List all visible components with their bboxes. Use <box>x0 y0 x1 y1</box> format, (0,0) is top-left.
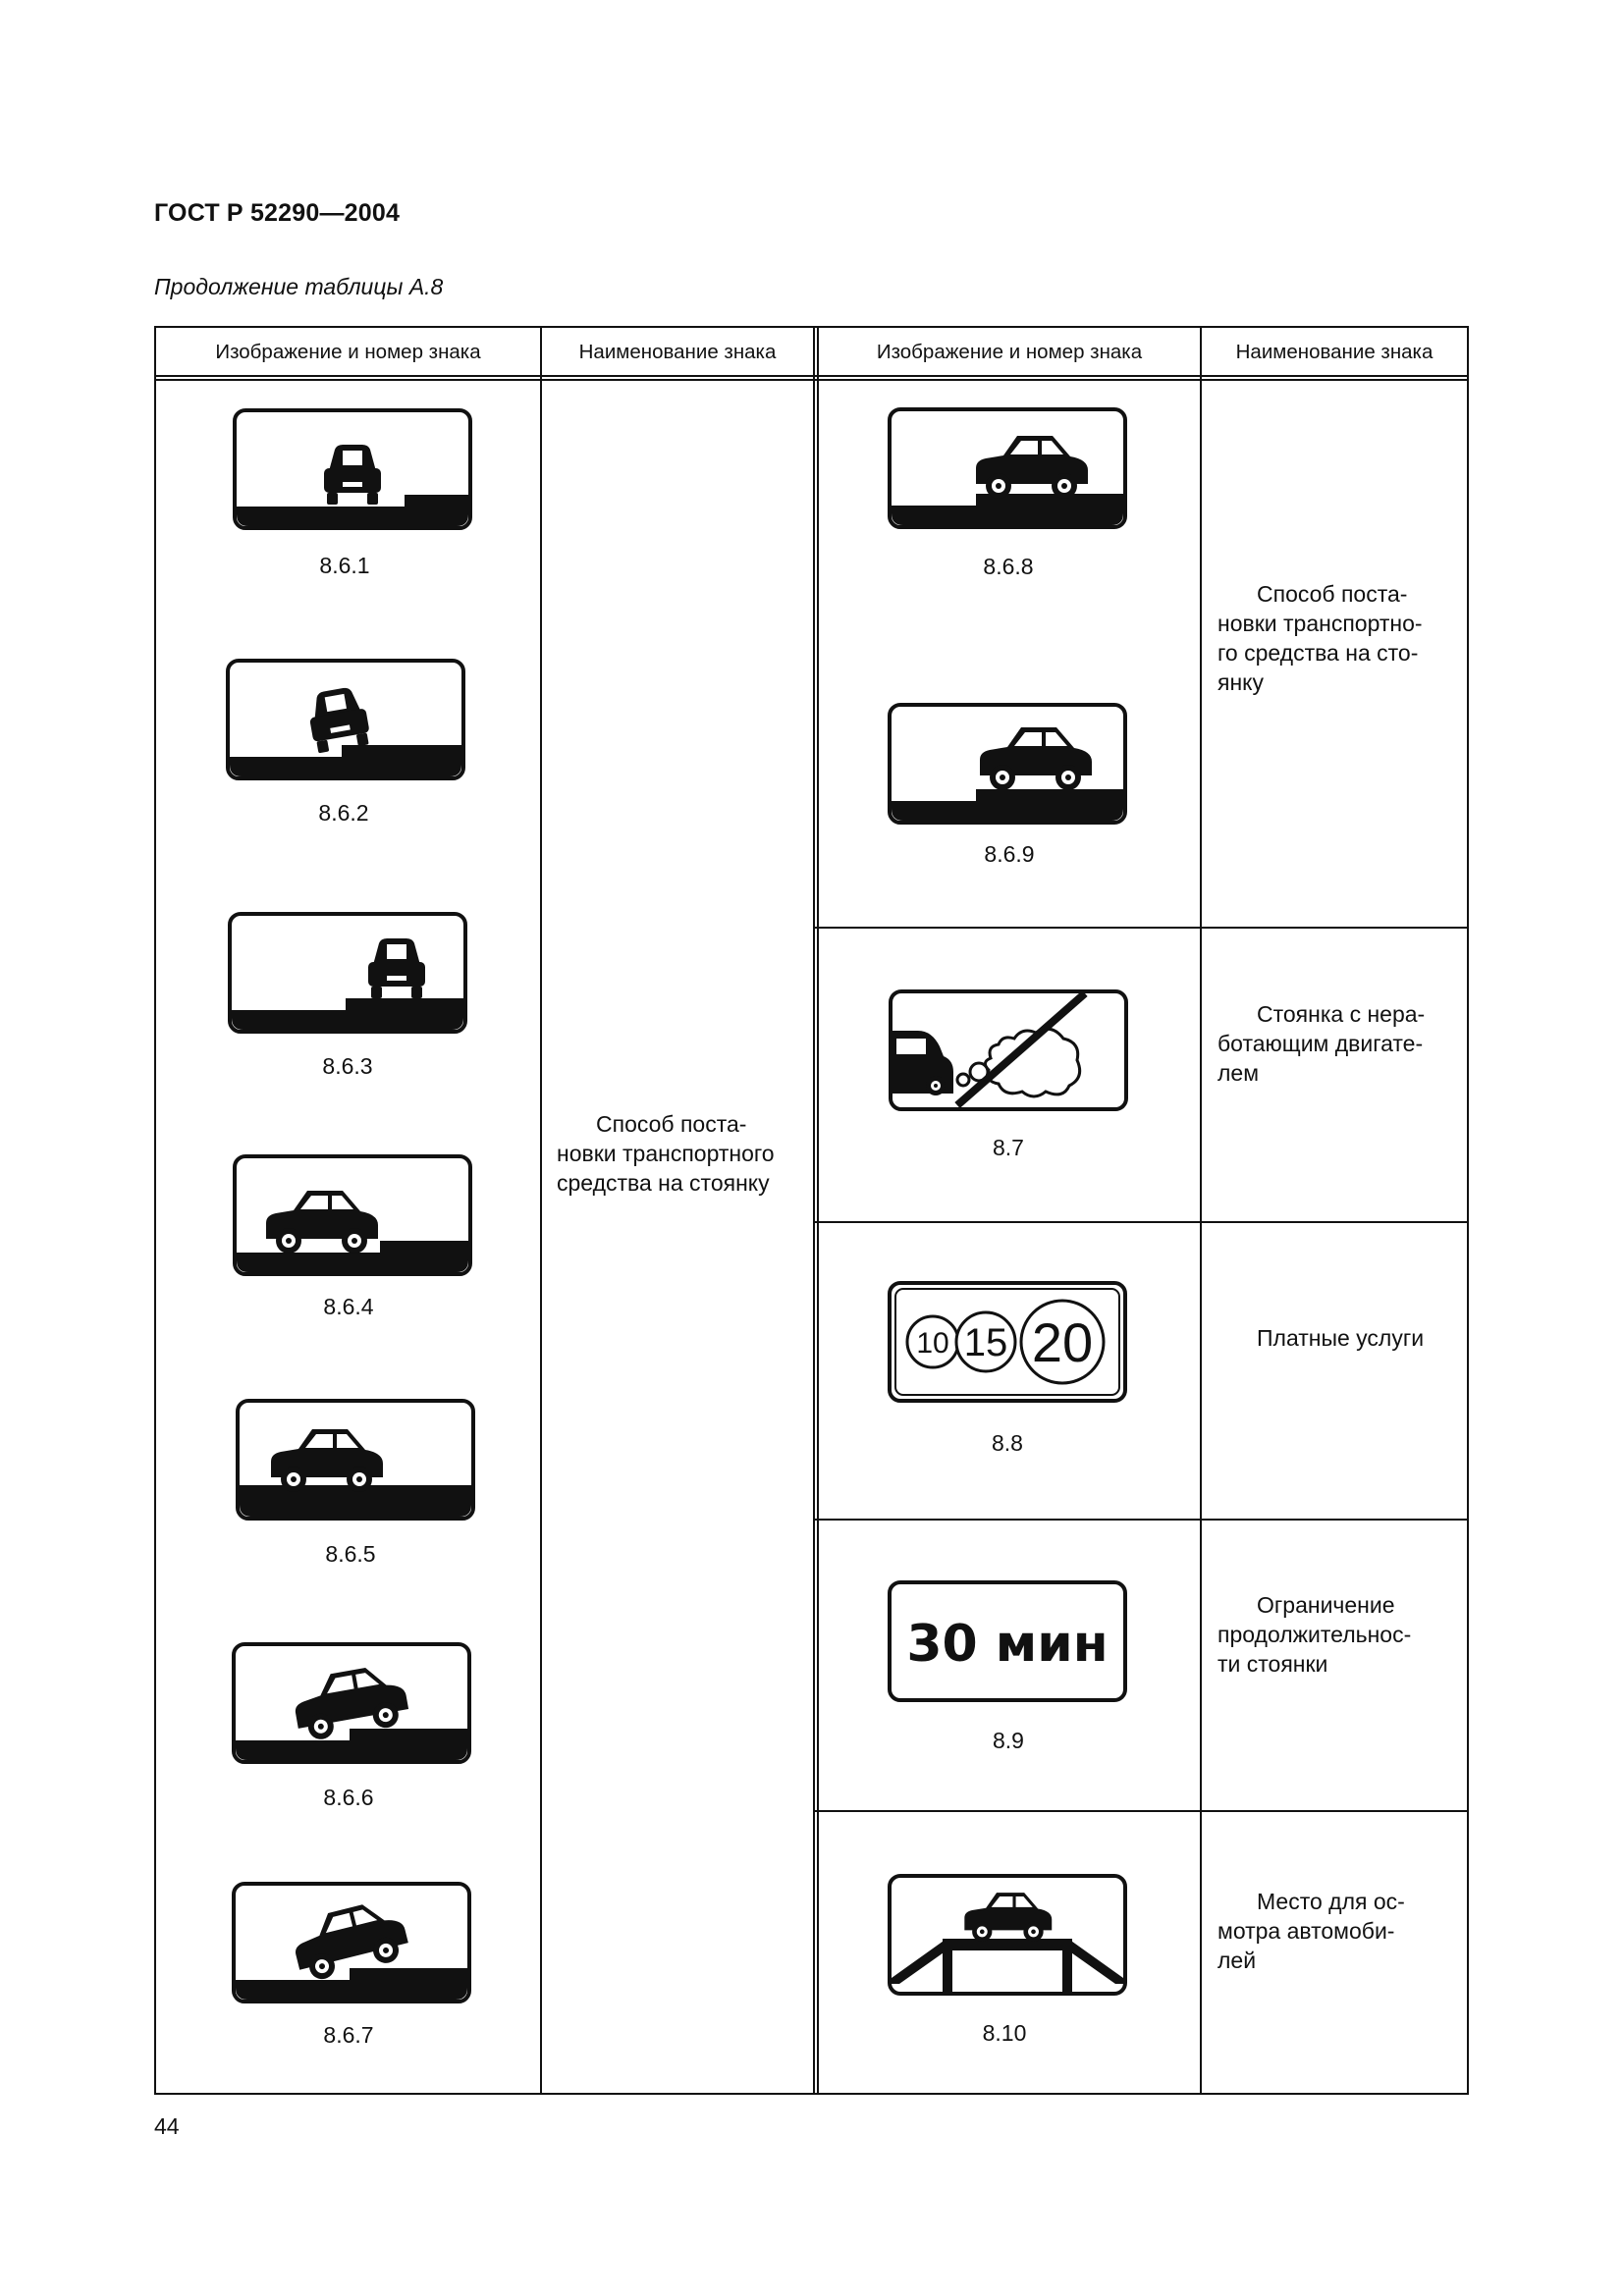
description-line: новки транспортно- <box>1217 611 1423 636</box>
sign-description <box>1217 1590 1441 1679</box>
sign-8-6-6 <box>232 1642 471 1764</box>
description-line: мотра автомоби- <box>1217 1918 1395 1944</box>
description-line: новки транспортного <box>557 1141 775 1166</box>
sign-8-6-3 <box>228 912 467 1034</box>
sign-8-6-8 <box>888 407 1127 529</box>
sign-description <box>1217 579 1441 697</box>
grid-line <box>813 328 815 2093</box>
sign-number: 8.6.9 <box>984 841 1035 867</box>
description-line: Способ поста- <box>1257 581 1408 607</box>
sign-8-10 <box>888 1874 1127 1996</box>
sign-description <box>1217 999 1441 1088</box>
description-line: Ограничение <box>1257 1592 1395 1618</box>
sign-description <box>1217 1887 1441 1975</box>
grid-line <box>1200 328 1202 2093</box>
sign-8-6-1 <box>233 408 472 530</box>
grid-line <box>815 1221 1467 1223</box>
sign-8-7 <box>889 989 1128 1111</box>
grid-line <box>540 328 542 2093</box>
sign-description <box>557 1109 797 1198</box>
document-title: ГОСТ Р 52290—2004 <box>154 199 401 227</box>
description-line: ти стоянки <box>1217 1651 1328 1677</box>
coin-value: 10 <box>916 1327 949 1360</box>
sign-8-8 <box>888 1281 1127 1403</box>
sign-number: 8.10 <box>982 2020 1027 2046</box>
table-caption: Продолжение таблицы А.8 <box>154 274 444 299</box>
description-line: продолжительнос- <box>1217 1622 1412 1647</box>
grid-line <box>156 379 1467 381</box>
description-line: Стоянка с нера- <box>1257 1001 1426 1027</box>
time-limit-text: 30 мин <box>906 1615 1109 1674</box>
sign-number: 8.6.3 <box>322 1053 373 1079</box>
sign-number: 8.6.8 <box>983 554 1034 579</box>
sign-number: 8.6.5 <box>325 1541 376 1567</box>
header-image-number: Изображение и номер знака <box>215 341 481 363</box>
description-line: Способ поста- <box>596 1111 747 1137</box>
sign-number: 8.6.7 <box>323 2022 374 2048</box>
header-image-number: Изображение и номер знака <box>876 341 1143 363</box>
sign-number: 8.6.1 <box>319 553 370 578</box>
description-line: ботающим двигате- <box>1217 1031 1424 1056</box>
sign-number: 8.6.6 <box>323 1785 374 1810</box>
description-line: Платные услуги <box>1257 1325 1425 1351</box>
sign-8-6-5 <box>236 1399 475 1521</box>
coin-value: 20 <box>1031 1311 1094 1373</box>
sign-8-6-2 <box>226 659 465 780</box>
coin-value: 15 <box>963 1321 1008 1364</box>
sign-description <box>1217 1323 1441 1353</box>
description-line: Место для ос- <box>1257 1889 1405 1914</box>
sign-number: 8.6.4 <box>323 1294 374 1319</box>
sign-8-6-7 <box>232 1882 471 2003</box>
sign-8-9 <box>888 1580 1127 1702</box>
sign-number: 8.8 <box>992 1430 1023 1456</box>
description-line: янку <box>1217 669 1264 695</box>
description-line: лем <box>1217 1060 1260 1086</box>
header-sign-name: Наименование знака <box>578 341 777 363</box>
grid-line <box>817 328 819 2093</box>
description-line: средства на стоянку <box>557 1170 770 1196</box>
grid-line <box>815 927 1467 929</box>
grid-line <box>815 1810 1467 1812</box>
page-number: 44 <box>154 2113 180 2139</box>
header-sign-name: Наименование знака <box>1235 341 1434 363</box>
sign-8-6-9 <box>888 703 1127 825</box>
description-line: го средства на сто- <box>1217 640 1419 666</box>
grid-line <box>815 1519 1467 1521</box>
sign-number: 8.6.2 <box>318 800 369 826</box>
sign-number: 8.9 <box>993 1728 1024 1753</box>
sign-number: 8.7 <box>993 1135 1024 1160</box>
sign-8-6-4 <box>233 1154 472 1276</box>
description-line: лей <box>1217 1948 1257 1973</box>
